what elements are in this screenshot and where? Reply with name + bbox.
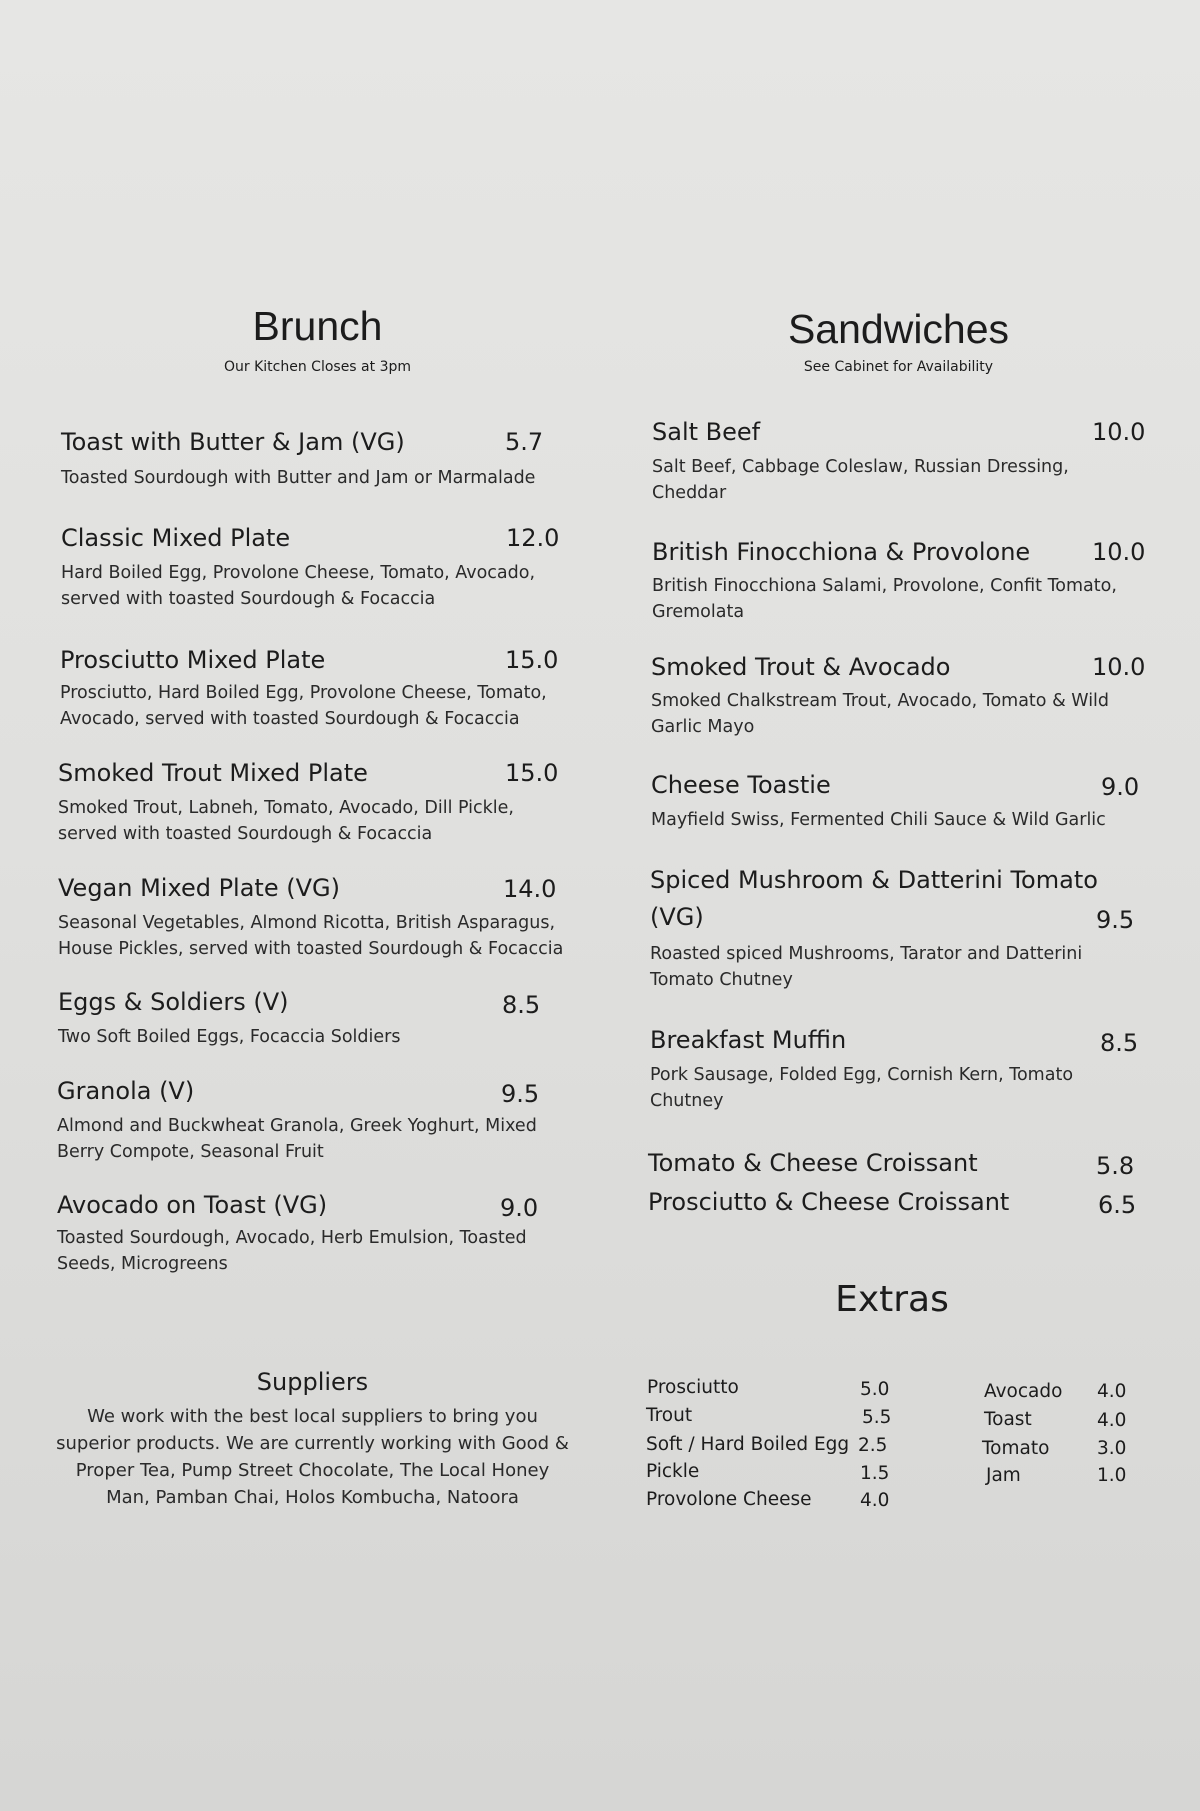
item-description: Mayfield Swiss, Fermented Chili Sauce & Wild Garlic — [651, 810, 1106, 830]
extra-price: 2.5 — [858, 1435, 888, 1456]
item-description: Pork Sausage, Folded Egg, Cornish Kern, Tomato Chutney — [650, 1065, 1074, 1111]
brunch-subtitle: Our Kitchen Closes at 3pm — [224, 359, 411, 375]
item-name: Toast with Butter & Jam (VG) — [61, 428, 405, 456]
item-price: 10.0 — [1092, 653, 1146, 681]
item-name: Classic Mixed Plate — [61, 524, 291, 552]
item-price: 10.0 — [1092, 418, 1146, 446]
sandwiches-subtitle: See Cabinet for Availability — [803, 359, 994, 375]
item-price: 8.5 — [1100, 1029, 1139, 1057]
item-price: 12.0 — [506, 524, 560, 552]
item-name: Tomato & Cheese Croissant — [648, 1149, 978, 1177]
extra-price: 3.0 — [1097, 1438, 1127, 1459]
item-description: Toasted Sourdough, Avocado, Herb Emulsion, Toasted Seeds, Microgreens — [57, 1228, 527, 1274]
extra-name: Avocado — [984, 1381, 1063, 1402]
item-price: 5.7 — [505, 428, 544, 456]
item-name: Avocado on Toast (VG) — [57, 1191, 328, 1219]
item-price: 6.5 — [1098, 1191, 1137, 1219]
item-name: Eggs & Soldiers (V) — [58, 988, 289, 1016]
item-name: Granola (V) — [57, 1077, 195, 1105]
item-description: British Finocchiona Salami, Provolone, Confit Tomato, Gremolata — [652, 576, 1117, 622]
item-name-continued: (VG) — [650, 903, 704, 931]
item-description: Prosciutto, Hard Boiled Egg, Provolone Cheese, Tomato, Avocado, served with toasted Sourdough & Focaccia — [60, 683, 547, 729]
extra-name: Jam — [986, 1465, 1021, 1486]
item-description: Salt Beef, Cabbage Coleslaw, Russian Dressing, Cheddar — [652, 457, 1069, 503]
extra-name: Toast — [984, 1409, 1032, 1430]
item-price: 9.5 — [501, 1080, 540, 1108]
item-description: Smoked Chalkstream Trout, Avocado, Tomato & Wild Garlic Mayo — [651, 691, 1110, 737]
extra-price: 1.0 — [1097, 1465, 1127, 1486]
extra-name: Prosciutto — [647, 1377, 739, 1398]
suppliers-title: Suppliers — [256, 1368, 369, 1396]
item-price: 9.5 — [1096, 906, 1135, 934]
brunch-title: Brunch — [252, 303, 383, 349]
item-description: Two Soft Boiled Eggs, Focaccia Soldiers — [58, 1027, 401, 1047]
item-name: Salt Beef — [652, 418, 761, 446]
item-name: Breakfast Muffin — [650, 1026, 847, 1054]
item-description: Hard Boiled Egg, Provolone Cheese, Tomato, Avocado, served with toasted Sourdough & Focaccia — [61, 563, 536, 609]
extra-name: Trout — [646, 1405, 693, 1426]
extra-price: 4.0 — [1097, 1381, 1127, 1402]
extra-price: 5.0 — [860, 1379, 890, 1400]
item-price: 10.0 — [1092, 538, 1146, 566]
item-name: British Finocchiona & Provolone — [652, 538, 1031, 566]
item-description: Toasted Sourdough with Butter and Jam or Marmalade — [61, 468, 536, 488]
suppliers-text: We work with the best local suppliers to bring you superior products. We are currently working with Good & Proper Tea, Pump Street Chocolate, The Local Honey Man, Pamban Chai, Holos Kombucha, Natoora — [56, 1406, 569, 1508]
item-description: Smoked Trout, Labneh, Tomato, Avocado, Dill Pickle, served with toasted Sourdough & Focaccia — [58, 798, 514, 844]
item-price: 5.8 — [1096, 1152, 1135, 1180]
item-price: 9.0 — [500, 1194, 539, 1222]
item-price: 14.0 — [503, 875, 557, 903]
extra-price: 1.5 — [860, 1463, 890, 1484]
item-name: Smoked Trout & Avocado — [651, 653, 951, 681]
item-description: Almond and Buckwheat Granola, Greek Yoghurt, Mixed Berry Compote, Seasonal Fruit — [57, 1116, 537, 1162]
item-name: Cheese Toastie — [651, 771, 831, 799]
sandwiches-title: Sandwiches — [787, 306, 1010, 352]
item-description: Seasonal Vegetables, Almond Ricotta, British Asparagus, House Pickles, served with toasted Sourdough & Focaccia — [58, 913, 564, 959]
extra-name: Provolone Cheese — [646, 1489, 812, 1510]
extra-name: Soft / Hard Boiled Egg — [646, 1434, 850, 1455]
item-name: Vegan Mixed Plate (VG) — [58, 874, 340, 902]
item-price: 8.5 — [502, 991, 541, 1019]
extra-price: 4.0 — [860, 1490, 890, 1511]
item-price: 15.0 — [505, 646, 559, 674]
extra-price: 5.5 — [862, 1407, 892, 1428]
item-price: 15.0 — [505, 759, 559, 787]
item-name: Prosciutto & Cheese Croissant — [648, 1188, 1010, 1216]
item-name: Prosciutto Mixed Plate — [60, 646, 326, 674]
item-price: 9.0 — [1101, 773, 1140, 801]
item-name: Spiced Mushroom & Datterini Tomato — [650, 866, 1098, 894]
extra-name: Pickle — [646, 1461, 700, 1482]
extras-title: Extras — [835, 1279, 949, 1320]
item-description: Roasted spiced Mushrooms, Tarator and Datterini Tomato Chutney — [650, 944, 1083, 990]
extra-price: 4.0 — [1097, 1410, 1127, 1431]
extra-name: Tomato — [982, 1438, 1050, 1459]
item-name: Smoked Trout Mixed Plate — [58, 759, 368, 787]
